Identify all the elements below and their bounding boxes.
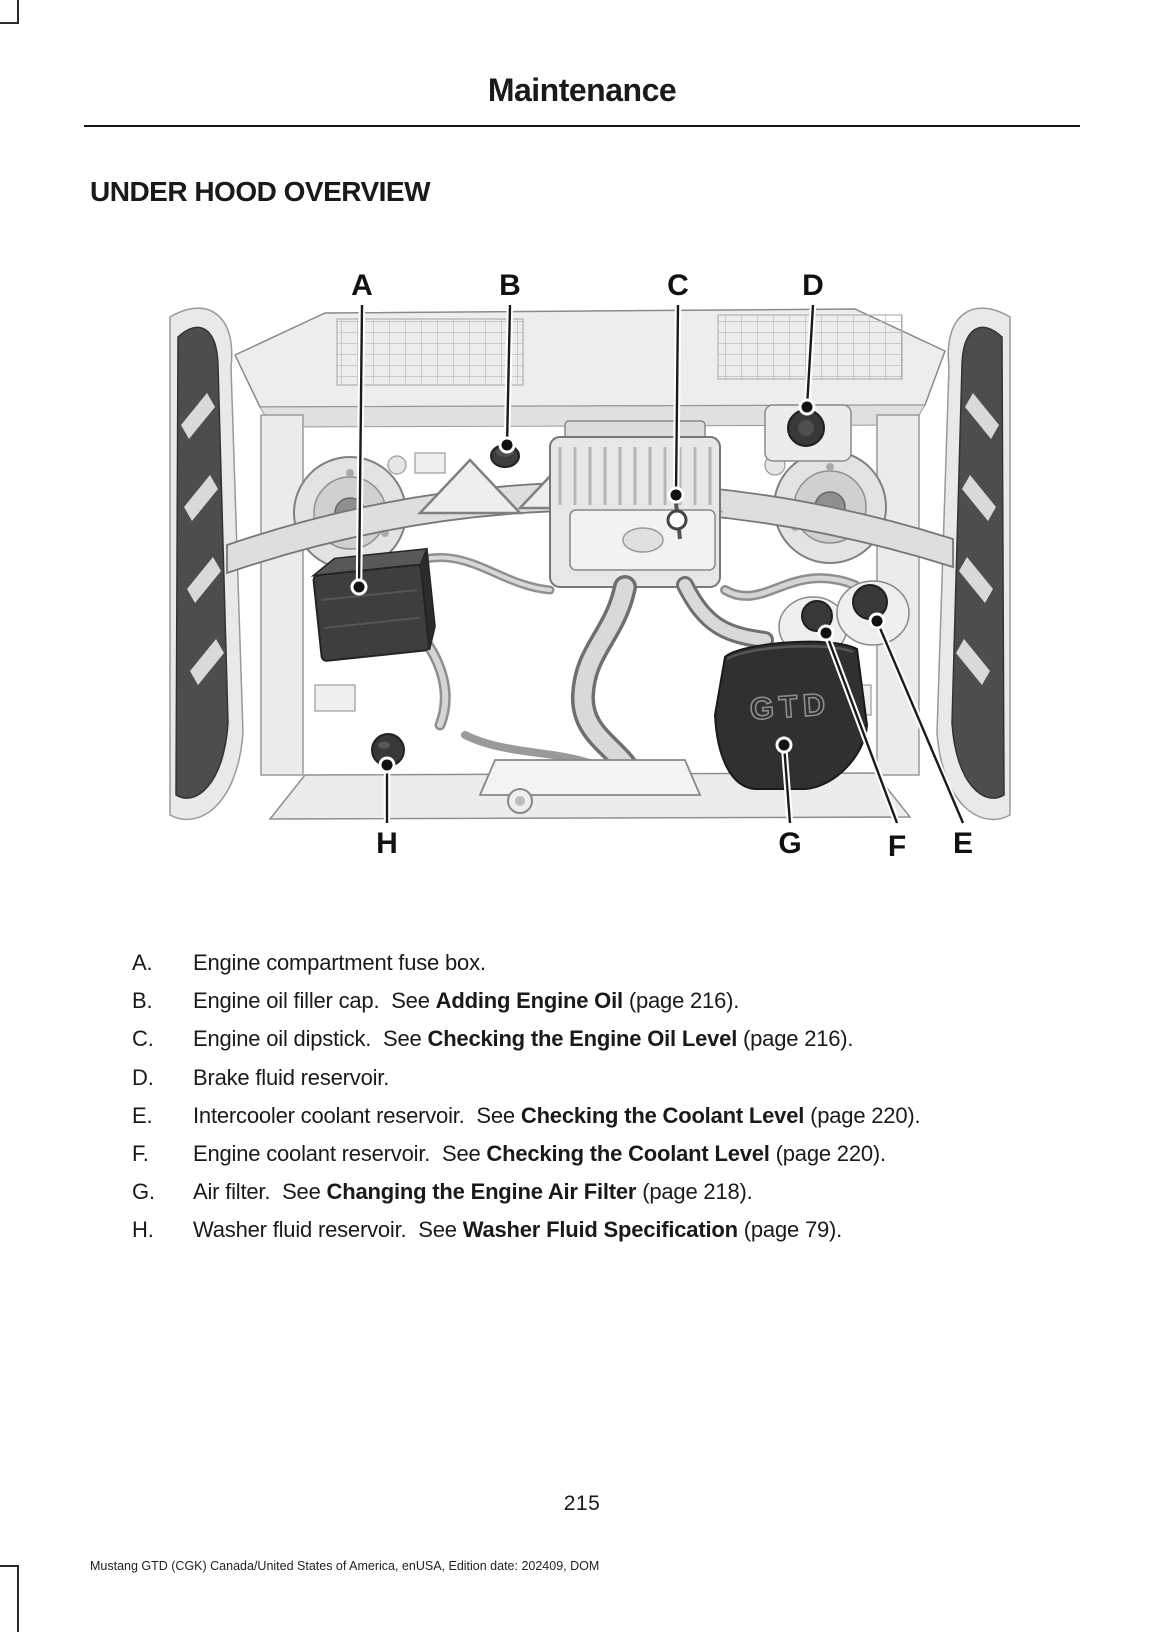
diagram-label-b: B	[499, 269, 521, 302]
legend-ref: Washer Fluid Specification	[462, 1217, 738, 1243]
legend-ref: Checking the Coolant Level	[486, 1141, 770, 1167]
diagram-label-g: G	[778, 827, 802, 860]
under-hood-diagram	[165, 255, 1015, 860]
section-heading: UNDER HOOD OVERVIEW	[90, 176, 431, 207]
legend-letter: G.	[132, 1179, 155, 1205]
legend-text-post: (page 216).	[622, 988, 740, 1014]
legend-ref: Checking the Coolant Level	[520, 1102, 805, 1128]
diagram-label-c: C	[667, 269, 689, 302]
legend-letter: A.	[132, 950, 153, 975]
legend-letter: H.	[132, 1217, 154, 1243]
left-frame-rail	[261, 415, 303, 775]
page-title: Maintenance	[487, 72, 677, 108]
legend-item-g	[132, 1173, 1062, 1211]
fuse-box	[312, 549, 438, 662]
legend-text: Air filter. See	[193, 1179, 327, 1205]
air-filter-box	[715, 642, 867, 789]
legend-text: Engine coolant reservoir. See	[193, 1141, 487, 1167]
crop-mark-bottom-left-vertical	[17, 1565, 19, 1632]
legend-item-b	[132, 982, 1062, 1020]
legend-item-f	[132, 1135, 1062, 1173]
legend-text: Washer fluid reservoir. See	[193, 1217, 463, 1243]
legend-letter: C.	[132, 1026, 154, 1052]
diagram-label-h: H	[376, 827, 398, 860]
engine-supercharger	[550, 421, 720, 587]
crop-mark-top-left-horizontal	[0, 22, 19, 24]
legend-text-post: (page 220).	[804, 1102, 921, 1128]
legend-letter: B.	[132, 988, 153, 1014]
legend-letter: F.	[132, 1141, 149, 1167]
legend-ref: Changing the Engine Air Filter	[326, 1179, 637, 1205]
diagram-label-f: F	[887, 830, 907, 860]
legend-text: Engine compartment fuse box.	[193, 950, 486, 975]
legend-item-d	[132, 1059, 1062, 1097]
diagram-label-e: E	[952, 827, 974, 860]
legend-letter: D.	[132, 1064, 154, 1090]
legend-item-h	[132, 1211, 1062, 1249]
page-number: 215	[563, 1492, 601, 1515]
crop-mark-top-left-vertical	[17, 0, 19, 24]
airbox-gtd-text: GTD	[748, 686, 832, 727]
legend-text: Intercooler coolant reservoir. See	[193, 1102, 521, 1128]
legend-item-a	[132, 944, 1062, 982]
legend-text: Brake fluid reservoir.	[193, 1064, 390, 1090]
legend-ref: Adding Engine Oil	[435, 988, 623, 1014]
legend-text-post: (page 216).	[737, 1026, 854, 1052]
legend-list	[132, 944, 1062, 1250]
header-divider	[84, 125, 1080, 127]
legend-ref: Checking the Engine Oil Level	[427, 1026, 738, 1052]
legend-text-post: (page 79).	[737, 1217, 843, 1243]
diagram-label-d: D	[802, 269, 824, 302]
legend-text: Engine oil dipstick. See	[193, 1026, 428, 1052]
legend-item-e	[132, 1097, 1062, 1135]
diagram-label-a: A	[351, 269, 373, 302]
legend-text-post: (page 218).	[636, 1179, 753, 1205]
legend-text: Engine oil filler cap. See	[193, 988, 436, 1014]
legend-text-post: (page 220).	[769, 1141, 886, 1167]
edition-footer: Mustang GTD (CGK) Canada/United States of America, enUSA, Edition date: 202409, DOM	[90, 1559, 600, 1573]
legend-item-c	[132, 1020, 1062, 1058]
intercooler-coolant-cap	[853, 585, 887, 619]
legend-letter: E.	[132, 1102, 153, 1128]
